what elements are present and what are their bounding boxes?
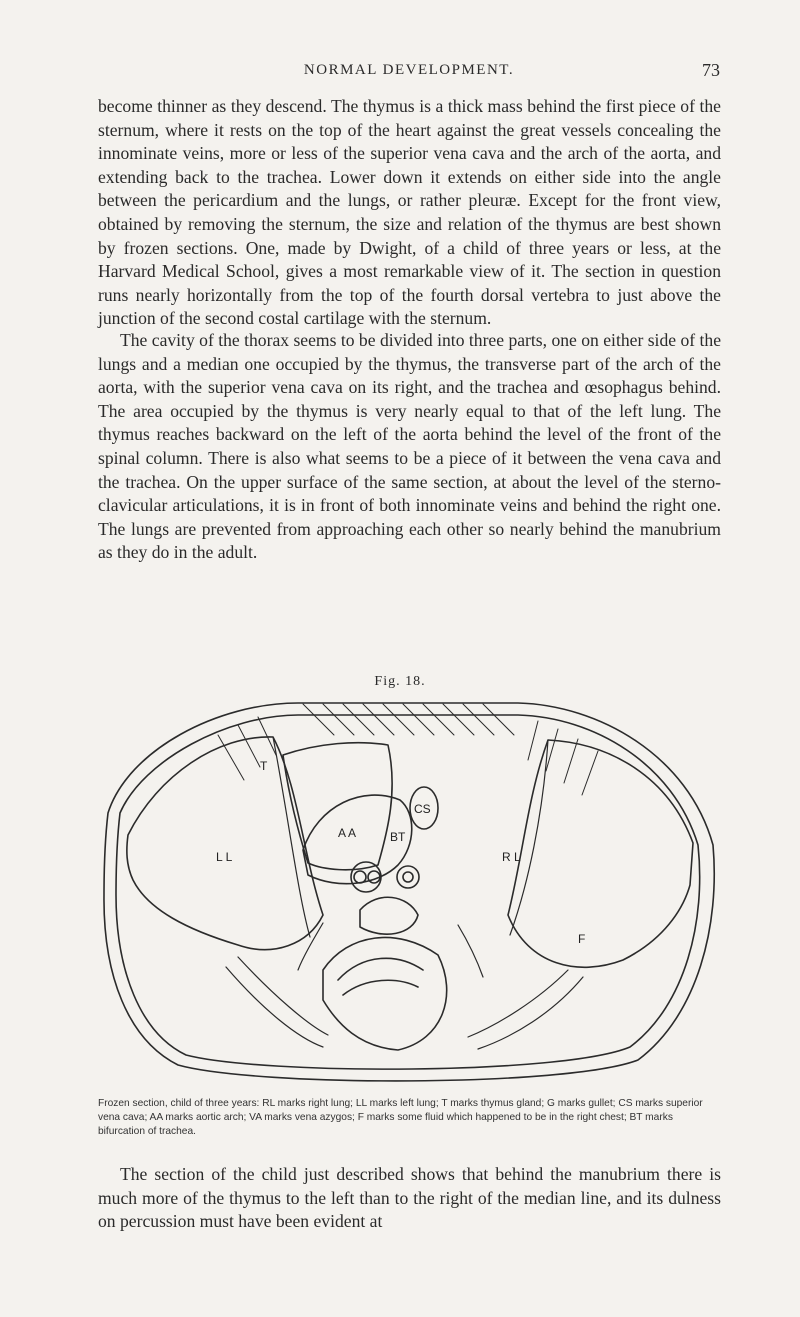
label-vena-cava: CS: [414, 802, 431, 816]
label-aortic-arch: A A: [338, 826, 357, 840]
frozen-section-figure: [98, 695, 718, 1090]
body-paragraph: The cavity of the thorax seems to be divided into three parts, one on either side of the lungs and a median one occupied by the thymus, the transverse part of the arch of the aorta, with the superior vena cava on its right, and the trachea and œsophagus behind. The area occupied by the thymus is very nearly equal to that of the left lung. The thymus reaches backward on the left of the aorta behind the level of the front of the spinal column. There is also what seems to be a piece of it between the vena cava and the trachea. On the upper surface of the same section, at about the level of the sterno-clavicular articulations, it is in front of both innominate veins and behind the right one. The lungs are prevented from approaching each other so nearly behind the manubrium as they do in the adult.: [98, 330, 721, 563]
label-thymus: T: [260, 759, 268, 773]
body-paragraph: become thinner as they descend. The thymus is a thick mass behind the first piece of the sternum, where it rests on the top of the heart against the great vessels concealing the innominate veins, more or less of the superior vena cava and the arch of the aorta, and extending back to the trachea. Lower down it extends on either side into the angle between the pericardium and the lungs, or rather pleuræ. Except for the front view, obtained by removing the sternum, the size and relation of the thymus are best shown by frozen sections. One, made by Dwight, of a child of three years or less, at the Harvard Medical School, gives a most remarkable view of it. The section in question runs nearly horizontally from the top of the fourth dorsal vertebra to just above the junction of the second costal cartilage with the sternum.: [98, 96, 721, 329]
page-header: [98, 62, 720, 86]
page-number: 73: [702, 60, 720, 80]
label-tracheal-bifurcation: BT: [390, 830, 406, 844]
label-fluid: F: [578, 932, 586, 946]
spinal-column-outline: [323, 937, 447, 1050]
figure-label: Fig. 18.: [374, 674, 426, 689]
label-left-lung: L L: [216, 850, 233, 864]
right-lung-outline: [508, 740, 693, 967]
trachea-bifurcation: [351, 862, 419, 892]
label-right-lung: R L: [502, 850, 521, 864]
left-lung-outline: [127, 737, 323, 950]
figure-caption: Frozen section, child of three years: RL marks right lung; LL marks left lung; T marks thymus gland; G marks gullet; CS marks superior vena cava; AA marks aortic arch; VA marks vena azygos; F marks some fluid which happened to be in the right chest; BT marks bifurcation of trachea.: [98, 1098, 703, 1137]
running-head: NORMAL DEVELOPMENT.: [303, 62, 515, 78]
gullet-outline: [360, 897, 418, 934]
inner-wall-outline: [116, 715, 700, 1069]
rib-lines: [226, 923, 586, 1049]
body-paragraph: The section of the child just described shows that behind the manubrium there is much more of the thymus to the left than to the right of the median line, and its dulness on percussion must have been evident at: [98, 1164, 721, 1232]
